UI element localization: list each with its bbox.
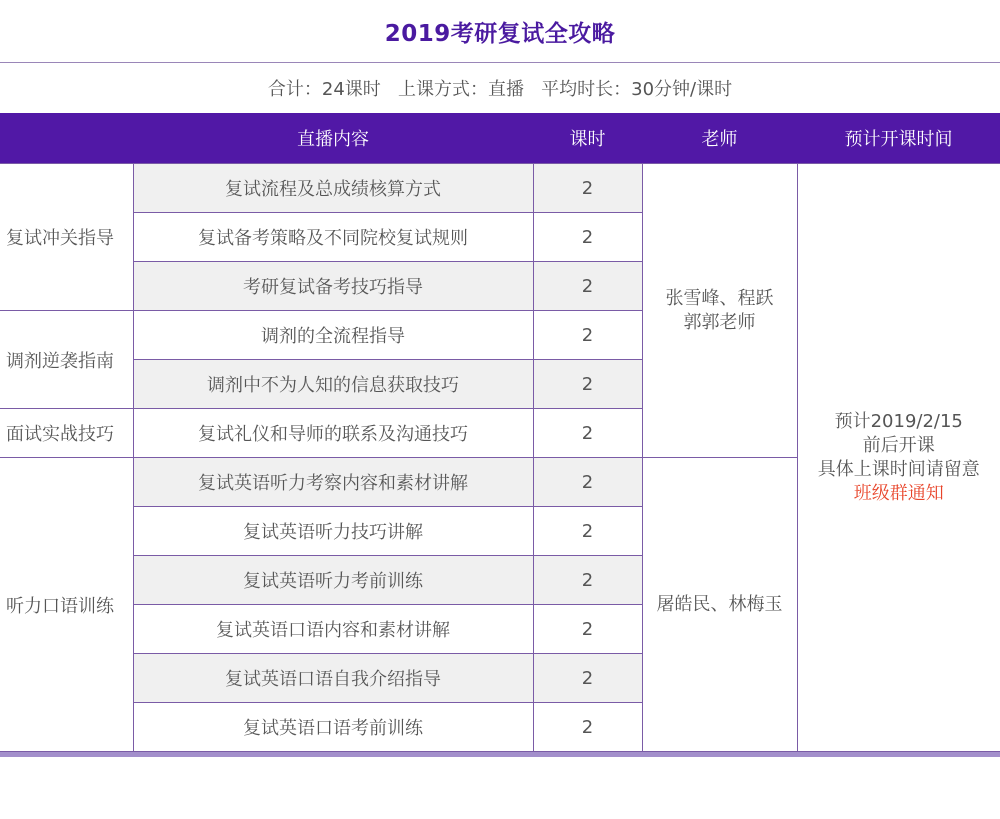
header-time: 预计开课时间 xyxy=(797,113,1000,164)
teacher-cell xyxy=(642,164,797,458)
section-cell: 听力口语训练 xyxy=(0,458,133,752)
schedule-table xyxy=(0,113,1000,752)
teacher-line: 郭郭老师 xyxy=(683,311,756,333)
hours-cell: 2 xyxy=(533,409,642,458)
time-note-highlight: 班级群通知 xyxy=(853,482,944,504)
hours-cell: 2 xyxy=(533,458,642,507)
teacher-cell xyxy=(642,458,797,752)
content-cell: 复试英语听力考前训练 xyxy=(133,556,533,605)
header-teacher: 老师 xyxy=(642,113,797,164)
hours-cell: 2 xyxy=(533,654,642,703)
course-summary xyxy=(0,63,1000,113)
content-cell: 复试备考策略及不同院校复试规则 xyxy=(133,213,533,262)
content-cell: 复试流程及总成绩核算方式 xyxy=(133,164,533,213)
section-cell: 面试实战技巧 xyxy=(0,409,133,458)
content-cell: 复试英语听力考察内容和素材讲解 xyxy=(133,458,533,507)
hours-cell: 2 xyxy=(533,262,642,311)
hours-cell: 2 xyxy=(533,360,642,409)
content-cell: 复试英语口语考前训练 xyxy=(133,703,533,752)
content-cell: 调剂中不为人知的信息获取技巧 xyxy=(133,360,533,409)
summary-mode: 上课方式：直播 xyxy=(397,79,524,100)
hours-cell: 2 xyxy=(533,311,642,360)
hours-cell: 2 xyxy=(533,556,642,605)
title-bar xyxy=(0,0,1000,63)
teacher-line: 屠皓民、林梅玉 xyxy=(656,593,783,615)
hours-cell: 2 xyxy=(533,164,642,213)
table-row xyxy=(0,164,1000,213)
header-content: 直播内容 xyxy=(133,113,533,164)
hours-cell: 2 xyxy=(533,703,642,752)
bottom-divider xyxy=(0,752,1000,757)
content-cell: 复试英语听力技巧讲解 xyxy=(133,507,533,556)
section-cell: 调剂逆袭指南 xyxy=(0,311,133,409)
content-cell: 复试礼仪和导师的联系及沟通技巧 xyxy=(133,409,533,458)
hours-cell: 2 xyxy=(533,605,642,654)
content-cell: 复试英语口语自我介绍指导 xyxy=(133,654,533,703)
content-cell: 复试英语口语内容和素材讲解 xyxy=(133,605,533,654)
content-cell: 考研复试备考技巧指导 xyxy=(133,262,533,311)
hours-cell: 2 xyxy=(533,213,642,262)
header-hours: 课时 xyxy=(533,113,642,164)
content-cell: 调剂的全流程指导 xyxy=(133,311,533,360)
time-note-line: 具体上课时间请留意 xyxy=(817,458,980,480)
start-time-cell xyxy=(797,164,1000,752)
section-cell: 复试冲关指导 xyxy=(0,164,133,311)
page-title: 2019考研复试全攻略 xyxy=(384,20,616,47)
summary-total: 合计：24课时 xyxy=(267,79,381,100)
summary-average: 平均时长：30分钟/课时 xyxy=(541,79,733,100)
teacher-line: 张雪峰、程跃 xyxy=(665,287,774,309)
time-note-line: 前后开课 xyxy=(862,434,935,456)
table-header-row xyxy=(0,113,1000,164)
time-note-line: 预计2019/2/15 xyxy=(834,410,963,432)
header-section xyxy=(0,113,133,164)
hours-cell: 2 xyxy=(533,507,642,556)
